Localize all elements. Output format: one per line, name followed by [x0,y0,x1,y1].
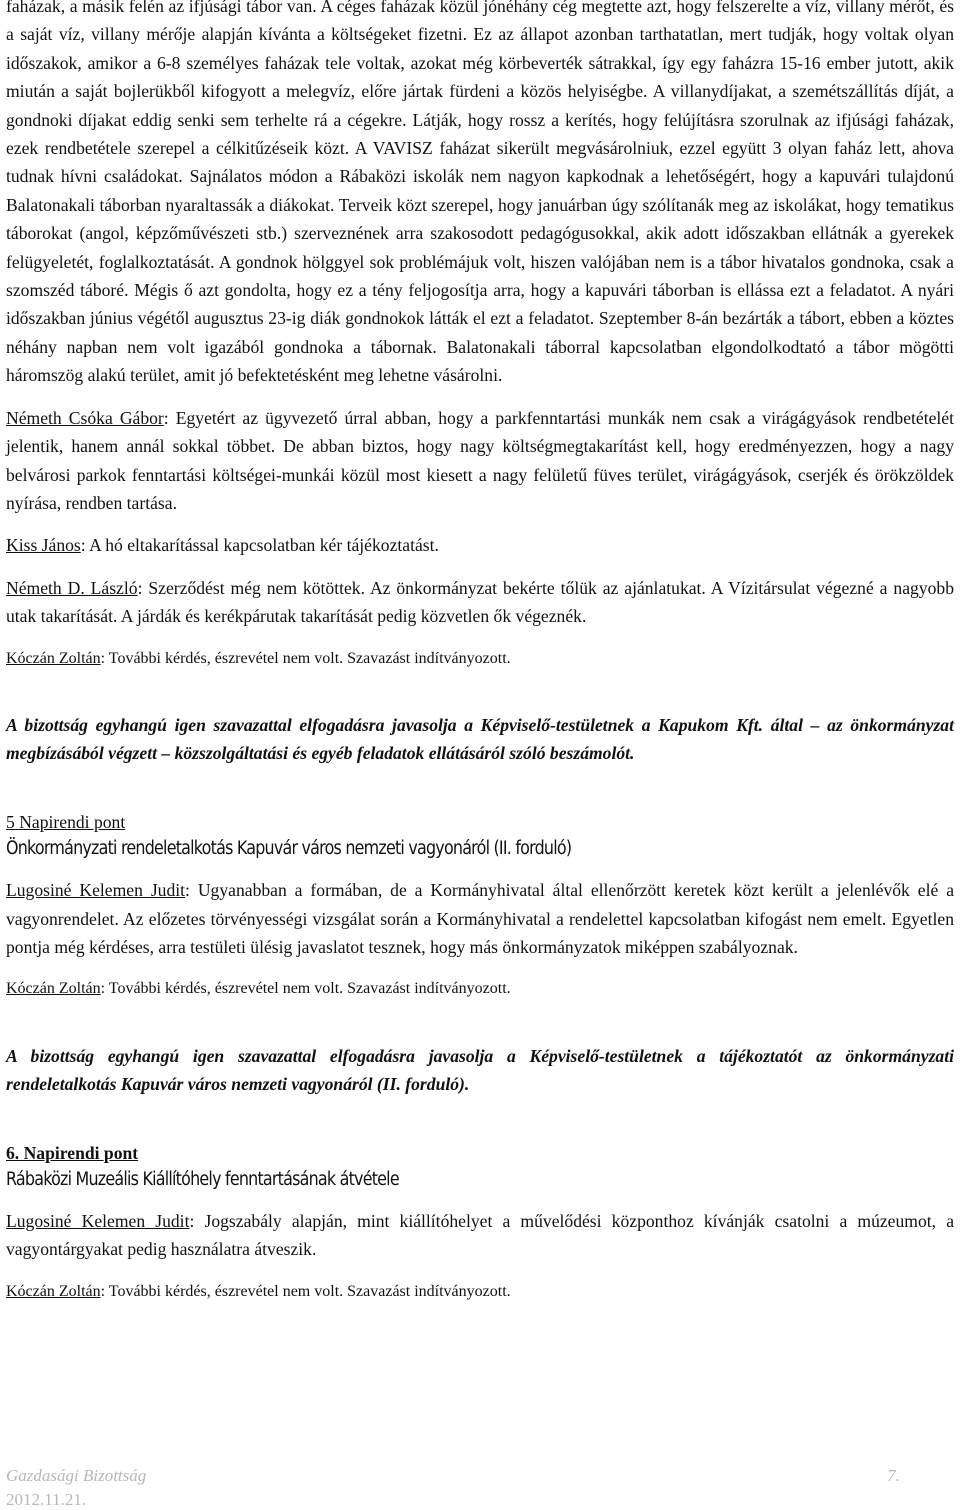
speech-text: : Egyetért az ügyvezető úrral abban, hogy a parkfenntartási munkák nem csak a virágágyások rendbetételét jelentik, hanem annál sokkal többet. De abban biztos, hogy nagy költségmegtakarítást kell, hogy eredményezzen, hogy a nagy belvárosi parkok fenntartási költségei-munkái közül most kiesett a nagy felületű füves terület, virágágyások, cserjék és örökzöldek nyírása, rendben tartása. [6,407,954,513]
speaker-name: Kóczán Zoltán [6,1282,101,1300]
agenda-5-label: 5 Napirendi pont [6,811,126,832]
paragraph-koczan-3 [6,1278,954,1306]
agenda-6-label: 6. Napirendi pont [6,1142,139,1163]
speech-text: : Ugyanabban a formában, de a Kormányhivatal által ellenőrzött keretek közt került a jelenlévők elé a vagyonrendelet. Az előzetes törvényességi vizsgálat során a Kormányhivatal a rendelettel kapcsolatban kifogást nem emelt. Egyetlen pontja még kérdéses, arra testületi ülésig javaslatot tesznek, hogy más önkormányzatok miképpen szabályoznak. [6,880,954,957]
resolution-1: A bizottság egyhangú igen szavazattal elfogadásra javasolja a Képviselő-testületnek a Kapukom Kft. által – az önkormányzat megbízásából végzett – közszolgáltatási és egyéb feladatok ellátásáról szóló beszámolót. [6,714,954,764]
footer-date: 2012.11.21. [6,1490,87,1509]
speaker-name: Lugosiné Kelemen Judit [6,1211,190,1231]
speaker-name-last: László [90,577,138,598]
speech-text: : A hó eltakarítással kapcsolatban kér tájékoztatást. [80,535,439,556]
paragraph-koczan-1 [6,645,954,673]
footer-committee-name: Gazdasági Bizottság [6,1466,147,1485]
speaker-name: Kóczán Zoltán [6,649,101,667]
speech-text: : További kérdés, észrevétel nem volt. Szavazást indítványozott. [100,1282,511,1300]
footer-page-number: 7. [887,1466,900,1485]
agenda-6-title: Rábaközi Muzeális Kiállítóhely fenntartásának átvétele [6,1169,399,1190]
speaker-name: Kóczán Zoltán [6,980,101,998]
speech-text: : További kérdés, észrevétel nem volt. Szavazást indítványozott. [100,649,511,667]
speaker-name-first: Németh D. [6,577,91,598]
intro-paragraph: faházak, a másik felén az ifjúsági tábor van. A céges faházak közül jónéhány cég megtette azt, hogy felszerelte a víz, villany mérőt, és a saját víz, villany mérője alapján kívánta a költségeket fizetni. Ez az állapot azonban tarthatatlan, mert tudják, hogy voltak olyan időszakok, amikor a 6-8 személyes faházak tele voltak, azokat még körbeverték sátrakkal, így egy faházra 15-16 ember jutott, akik miután a saját bojlerükből kifogyott a melegvíz, előre jártak fürdeni a közös helyiségbe. A villanydíjakat, a szemétszállítás díját, a gondnoki díjakat eddig senki sem terhelte rá a cégekre. Látják, hogy rossz a kerítés, hogy felújításra szorulnak az ifjúsági faházak, ezek rendbetétele szerepel a célkitűzéseik közt. A VAVISZ faházat sikerült megvásárolniuk, ezzel együtt 3 olyan faház lett, ahova tudnak hívni családokat. Sajnálatos módon a Rábaközi iskolák nem nagyon kapkodnak a lehetőségért, hogy a kapuvári tulajdonú Balatonakali táborban nyaraltassák a diákokat. Terveik közt szerepel, hogy januárban úgy szólítanák meg az iskolákat, hogy tematikus táborokat (angol, képzőművészeti stb.) szerveznének arra szakosodott pedagógusokkal, akik adott időszakban ellátnák a gyerekek felügyeletét, foglalkoztatását. A gondnok hölggyel sok problémájuk volt, hiszen valójában nem is a tábor hivatalos gondnoka, csak a szomszéd táboré. Mégis ő azt gondolta, hogy ez a tény feljogosítja arra, hogy a kapuvári táborban is ellássa ezt a feladatot. A nyári időszakban június végétől augusztus 23-ig diák gondnokok látták el ezt a feladatot. Szeptember 8-án bezárták a tábort, ebben a köztes néhány napban nem volt igazából gondnoka a tábornak. Balatonakali táborral kapcsolatban elgondolkodtató a tábor mögötti háromszög alakú terület, amit jó befektetésként meg lehetne vásárolni. [6,0,954,386]
paragraph-kiss-janos [6,531,954,559]
agenda-5-title: Önkormányzati rendeletalkotás Kapuvár város nemzeti vagyonáról (II. forduló) [6,838,572,860]
speaker-name: Németh Csóka Gábor [6,407,164,428]
paragraph-nemeth-csoka [6,404,954,518]
speaker-name: Lugosiné Kelemen Judit [6,880,186,901]
speech-text: : Jogszabály alapján, mint kiállítóhelyet a művelődési központhoz kívánják csatolni a múzeumot, a vagyontárgyakat pedig használatra átveszik. [6,1211,954,1260]
speech-text: : Szerződést még nem kötöttek. Az önkormányzat bekérte tőlük az ajánlatukat. A Vízitársulat végezné a nagyobb utak takarítását. A járdák és kerékpárutak takarítását pedig közvetlen ők végeznék. [6,577,954,627]
resolution-2: A bizottság egyhangú igen szavazattal elfogadásra javasolja a Képviselő-testületnek a tájékoztatót az önkormányzati rendeletalkotás Kapuvár város nemzeti vagyonáról (II. forduló). [6,1045,954,1095]
paragraph-koczan-2 [6,975,954,1003]
speech-text: : További kérdés, észrevétel nem volt. Szavazást indítványozott. [100,980,511,998]
speaker-name: Kiss János [6,535,81,556]
paragraph-nemeth-d [6,574,954,631]
paragraph-lugosine-2 [6,1207,954,1264]
paragraph-lugosine-1 [6,876,954,961]
